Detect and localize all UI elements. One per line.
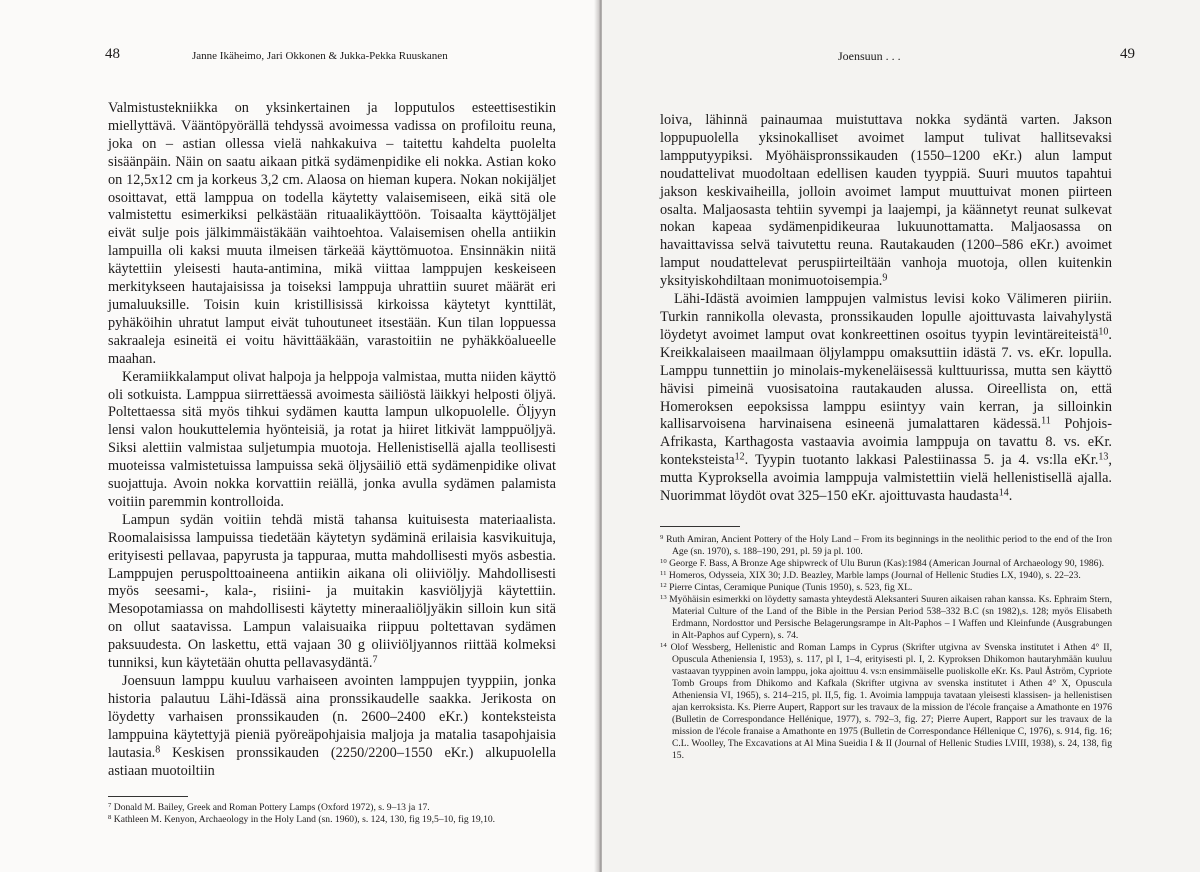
left-page [0, 0, 598, 872]
left-running-head: Janne Ikäheimo, Jari Okkonen & Jukka-Pekka Ruuskanen [192, 50, 448, 62]
footnote [660, 570, 1112, 582]
footnote-ref: 10 [1098, 326, 1109, 338]
left-page-number: 48 [105, 46, 120, 62]
paragraph-text: Keskisen pronssikauden (2250/2200–1550 eKr.) alkupuolella astiaan muotoiltiin [108, 744, 556, 779]
footnote-mark: 10 [660, 557, 667, 565]
paragraph-text: Lampun sydän voitiin tehdä mistä tahansa kuituisesta materiaalista. Roomalaisissa lampuissa tiedetään käytetyn sydäminä erilaisia kasvikuituja, erityisesti pellavaa, papyrusta ja tappuraa, mutta mahdollisesti myös asbestia. Lamppujen peruspolttoaineena antiikin aikana oli oliiviöljy. Mahdollisesti myös seesami-, kala-, risiini- ja muitakin kasviöljyjä käytettiin. Mesopotamiassa on mahdollisesti käytetty mineraaliöljyäkin silloin kun sitä on ollut saatavissa. Lampun valaisuaika riippuu poltettavan sydämen paksuudesta. On laskettu, että vajaan 30 g oliiviöljyannos riittää kolmeksi tunniksi, kun käytetään ohutta pellavasydäntä. [108, 511, 556, 672]
footnote-mark: 14 [660, 641, 667, 649]
paragraph [660, 112, 1112, 291]
footnote-mark: 12 [660, 581, 667, 589]
paragraph [108, 512, 556, 673]
paragraph-text: Pohjois-Afrikasta, Karthagosta vastaavia avoimia lamppuja on tavattu 8. vs. eKr. konteksteista [660, 416, 1112, 469]
footnote [660, 534, 1112, 558]
footnote-text: Kathleen M. Kenyon, Archaeology in the Holy Land (sn. 1960), s. 124, 130, fig 19,5–10, fig 19,10. [113, 814, 496, 825]
left-footnotes [108, 802, 556, 826]
footnote-ref: 12 [734, 451, 745, 463]
footnote-ref: 8 [155, 744, 161, 756]
right-page [602, 0, 1200, 872]
footnote-ref: 13 [1098, 451, 1109, 463]
footnote-ref: 11 [1041, 415, 1051, 427]
right-body-text [660, 112, 1112, 506]
footnote [108, 814, 556, 826]
footnote-text: Donald M. Bailey, Greek and Roman Pottery Lamps (Oxford 1972), s. 9–13 ja 17. [113, 802, 430, 813]
footnote [660, 594, 1112, 642]
footnote-rule [108, 796, 188, 797]
paragraph-text: Joensuun lamppu kuuluu varhaiseen avointen lamppujen tyyppiin, jonka historia palautuu Lähi-Idässä aina pronssikaudelle saakka. Jerikosta on löydetty varhaisen pronssikauden (n. 2600–2400 eKr.) konteksteista lamppuina käytettyjä pieniä pyöreäpohjaisia maljoja ja matalia tasapohjaisia lautasia. [108, 673, 556, 761]
paragraph-text: . [1008, 488, 1013, 505]
footnote [660, 558, 1112, 570]
footnote-mark: 13 [660, 593, 667, 601]
footnote-mark: 7 [108, 801, 112, 809]
footnote-text: Myöhäisin esimerkki on löydetty samasta yhteydestä Aleksanteri Suuren aikaisen rahan kanssa. Ks. Ephraim Stern, Material Culture of the Land of the Bible in the Persian Period 538–332 B.C (sn 1982),s. 128; myös Elisabeth Erdmann, Nordosttor und Persische Belagerungsrampe in Alt-Paphos – I Waffen und Kleinfunde (Ausgrabungen in Alt-Paphos auf Cypern), s. 74. [669, 594, 1112, 641]
paragraph-text: . Tyypin tuotanto lakkasi Palestiinassa 5. ja 4. vs:lla eKr. [744, 452, 1099, 469]
paragraph [108, 673, 556, 780]
paragraph: Valmistustekniikka on yksinkertainen ja lopputulos esteettisestikin miellyttävä. Vääntöpyörällä tehdyssä avoimessa vadissa on profiloitu reuna, joka on – astian ollessa vielä nahkakuiva – taitettu kahdelta puolelta sisäänpäin. Näin on saatu aikaan pitkä sydämenpidike eli nokka. Astian koko on 12,5x12 cm ja korkeus 3,2 cm. Alaosa on hieman kupera. Nokan nokijäljet osoittavat, että lamppua on todella käytetty valaisemiseen, eikä sitä ole valmistettu esimerkiksi pelkästään rituaalikäyttöön. Toisaalta käyttöjäljet eivät sulje pois jälkimmäistäkään vaihtoehtoa. Valaisemisen ohella antiikin lampuilla oli kaksi muuta ilmeisen tärkeää käyttömuotoa. Ensinnäkin niitä käytettiin yleisesti hauta-antimina, mikä viittaa lamppujen keskeiseen merkitykseen hautajaisissa ja toiseksi lamppuja uhrattiin suuret määrät eri jumaluuksille. Toisin kuin kristillisissä kirkoissa käytetyt kynttilät, pyhäköihin uhratut lamput eivät tuhoutuneet itsestään. Kun tilan loppuessa sakraaleja esineitä ei voitu hävittääkään, varastoitiin ne pyhäkköalueelle maahan. [108, 100, 556, 367]
footnote-text: Ruth Amiran, Ancient Pottery of the Holy Land – From its beginnings in the neolithic period to the end of the Iron Age (sn. 1970), s. 188–190, 291, pl. 59 ja pl. 100. [666, 534, 1112, 557]
footnote-text: Olof Wessberg, Hellenistic and Roman Lamps in Cyprus (Skrifter utgivna av Svenska institutet i Athen 4° II, Opuscula Atheniensia I, 1953), s. 117, pl I, 1–4, erityisesti pl. I, 2. Kyproksen Dhikomon hautaryhmään kuuluu vastaavan tyyppinen avoin lamppu, joka ajoittuu 4. vs:n ensimmäiselle puoliskolle eKr. Ks. Paul Åström, Cypriote Tomb Groups from Dhikomo and Kafkala (Skrifter utgivna av svenska institutet i Athen 4° X, Opuscula Atheniensia VI, 1965), s. 214–215, pl. II,5, fig. 1. Avoimia lamppuja tavataan yleisesti klassisen- ja hellenistisen ajan kerroksista. Ks. Pierre Aupert, Rapport sur les travaux de la mission de l'école française a Amathonte en 1976 (Bulletin de Correspondance Hellénique, 1977), s. 792–3, fig. 27; Pierre Aupert, Rapport sur les travaux de la mission de l'école franaise a Amathonte en 1975 (Bulletin de Correspondance Héllenique C, 1976), s. 914, fig. 16; C.L. Woolley, The Excavations at Al Mina Sueidia I & II (Journal of Hellenic Studies LVIII, 1938), s. 24, 138, fig 15. [670, 642, 1112, 761]
footnote-mark: 8 [108, 813, 112, 821]
footnote-ref: 7 [372, 654, 378, 666]
footnote-mark: 11 [660, 569, 667, 577]
paragraph-text: , mutta Kyproksella avoimia lamppuja valmistettiin vielä hellenistisellä ajalla. Nuorimmat löydöt ovat 325–150 eKr. ajoittuvasta haudasta [660, 452, 1112, 505]
footnote [108, 802, 556, 814]
footnote-rule [660, 526, 740, 527]
left-body-text [108, 100, 556, 780]
paragraph: Keramiikkalamput olivat halpoja ja helppoja valmistaa, mutta niiden käyttö oli sotkuista. Lamppua siirrettäessä avoimesta säiliöstä läikkyi helposti öljyä. Poltettaessa sitä myös tihkui sydämen kautta lampun ulkopuolelle. Öljyyn lensi valon houkuttelemia hyönteisiä, ja rotat ja hiiret litkivät lamppuöljyä. Siksi alettiin valmistaa suljetumpia muotoja. Hellenistisellä ajalla teollisesti muoteissa valmistetuissa lampuissa sekä öljysäiliö että sydämenpidike olivat suojattuja. Avoin nokka korvattiin reiällä, jonka avulla sydämen palamista voitiin paremmin kontrolloida. [108, 368, 556, 510]
footnote-ref: 9 [882, 272, 888, 284]
right-page-number: 49 [1120, 46, 1135, 62]
footnote [660, 582, 1112, 594]
footnote [660, 642, 1112, 762]
paragraph-text: loiva, lähinnä painaumaa muistuttava nokka sydäntä varten. Jakson loppupuolella yksinokalliset avoimet lamput tulivat hallitsevaksi lampputyypiksi. Myöhäispronssikauden (1550–1200 eKr.) alun lamput noudattelivat muodoltaan edellisen kauden tyyppiä. Suuri muutos tapahtui jakson keskivaiheilla, jolloin avoimet lamput muuttuivat monen piirteen osalta. Maljaosasta tehtiin syvempi ja laajempi, ja käännetyt reunat sulkevat nokan kapeaa sydämenpidikeuraa lukuunottamatta. Maljaosassa on havaittavissa selvä taivutettu reuna. Rautakauden (1200–586 eKr.) avoimet lamput noudattelevat peruspiirteiltään vanhoja muotoja, ollen kuitenkin yksityiskohdiltaan monimuotoisempia. [660, 112, 1112, 290]
footnote-text: Pierre Cintas, Ceramique Punique (Tunis 1950), s. 523, fig XL. [669, 582, 913, 593]
footnote-ref: 14 [998, 487, 1009, 499]
footnote-mark: 9 [660, 533, 664, 541]
right-footnotes [660, 534, 1112, 762]
right-running-head: Joensuun . . . [838, 49, 901, 63]
footnote-text: Homeros, Odysseia, XIX 30; J.D. Beazley, Marble lamps (Journal of Hellenic Studies LX, 1940), s. 22–23. [668, 570, 1081, 581]
paragraph-text: . Kreikkalaiseen maailmaan öljylamppu omaksuttiin idästä 7. vs. eKr. lopulla. Lamppu tunnettiin jo minolais-mykeneläisessä kulttuurissa, mutta sen käyttö hävisi pimeinä vuosisatoina rautakauden alussa. Oireellista on, että Homeroksen eepoksissa lamppu esiintyy vain kerran, ja silloinkin kallisarvoisena harvinaisena esineenä jumalattaren kädessä. [660, 326, 1112, 433]
paragraph-text: Lähi-Idästä avoimien lamppujen valmistus levisi koko Välimeren piiriin. Turkin rannikolla olevasta, pronssikauden lopulle ajoittuvasta laivahylystä löydetyt avoimet lamput ovat konkreettinen osoitus tyypin levintäreiteistä [660, 291, 1112, 343]
footnote-text: George F. Bass, A Bronze Age shipwreck of Ulu Burun (Kas):1984 (American Journal of Archaeology 90, 1986). [669, 558, 1105, 569]
paragraph [660, 291, 1112, 506]
